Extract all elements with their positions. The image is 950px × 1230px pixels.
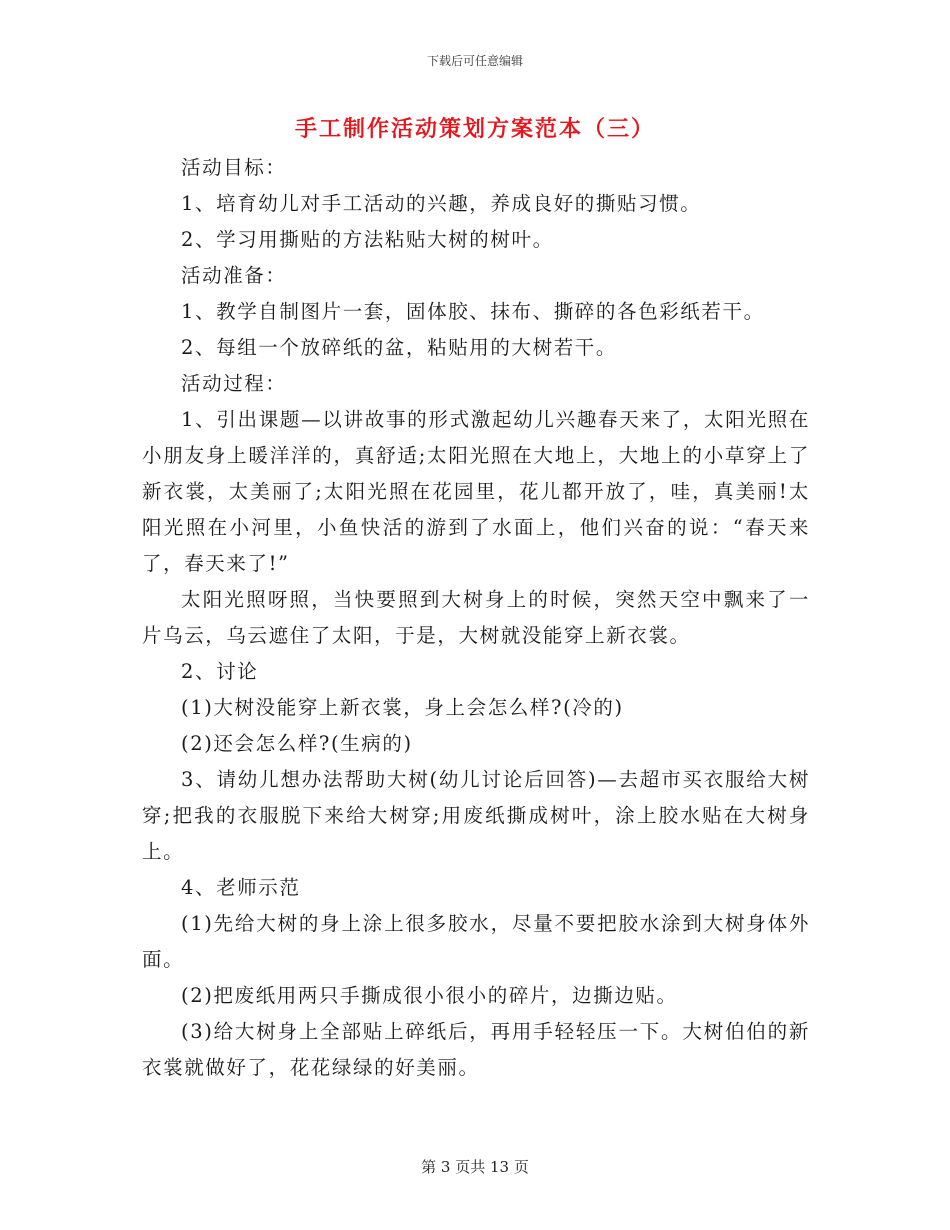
paragraph: (2)把废纸用两只手撕成很小很小的碎片，边撕边贴。	[181, 984, 678, 1007]
paragraph: 2、每组一个放碎纸的盆，粘贴用的大树若干。	[181, 336, 618, 359]
paragraph: 1、教学自制图片一套，固体胶、抹布、撕碎的各色彩纸若干。	[181, 300, 765, 323]
paragraph: 活动过程：	[181, 372, 287, 395]
document-body	[142, 150, 810, 1086]
paragraph: 活动准备：	[181, 264, 287, 287]
paragraph: 3、请幼儿想办法帮助大树(幼儿讨论后回答)—去超市买衣服给大树穿;把我的衣服脱下来给大树穿;用废纸撕成树叶，涂上胶水贴在大树身上。	[142, 768, 810, 863]
document-title: 手工制作活动策划方案范本（三）	[294, 116, 655, 142]
page-footer: 第 3 页共 13 页	[421, 1158, 529, 1176]
paragraph: 太阳光照呀照，当快要照到大树身上的时候，突然天空中飘来了一片乌云，乌云遮住了太阳，于是，大树就没能穿上新衣裳。	[142, 588, 810, 647]
paragraph: (2)还会怎么样?(生病的)	[181, 732, 413, 755]
paragraph: (1)先给大树的身上涂上很多胶水，尽量不要把胶水涂到大树身体外面。	[142, 912, 810, 971]
page-header: 下载后可任意编辑	[426, 54, 523, 68]
paragraph: (1)大树没能穿上新衣裳，身上会怎么样?(冷的)	[181, 696, 624, 719]
paragraph: 1、引出课题—以讲故事的形式激起幼儿兴趣春天来了，太阳光照在小朋友身上暖洋洋的，真舒适;太阳光照在大地上，大地上的小草穿上了新衣裳，太美丽了;太阳光照在花园里，花儿都开放了，哇，真美丽!太阳光照在小河里，小鱼快活的游到了水面上，他们兴奋的说：“春天来了，春天来了!”	[142, 408, 810, 575]
paragraph: 活动目标：	[181, 156, 287, 179]
paragraph: 2、讨论	[181, 660, 259, 683]
paragraph: (3)给大树身上全部贴上碎纸后，再用手轻轻压一下。大树伯伯的新衣裳就做好了，花花绿绿的好美丽。	[142, 1020, 810, 1079]
paragraph: 1、培育幼儿对手工活动的兴趣，养成良好的撕贴习惯。	[181, 192, 702, 215]
paragraph: 2、学习用撕贴的方法粘贴大树的树叶。	[181, 228, 554, 251]
paragraph: 4、老师示范	[181, 876, 301, 899]
